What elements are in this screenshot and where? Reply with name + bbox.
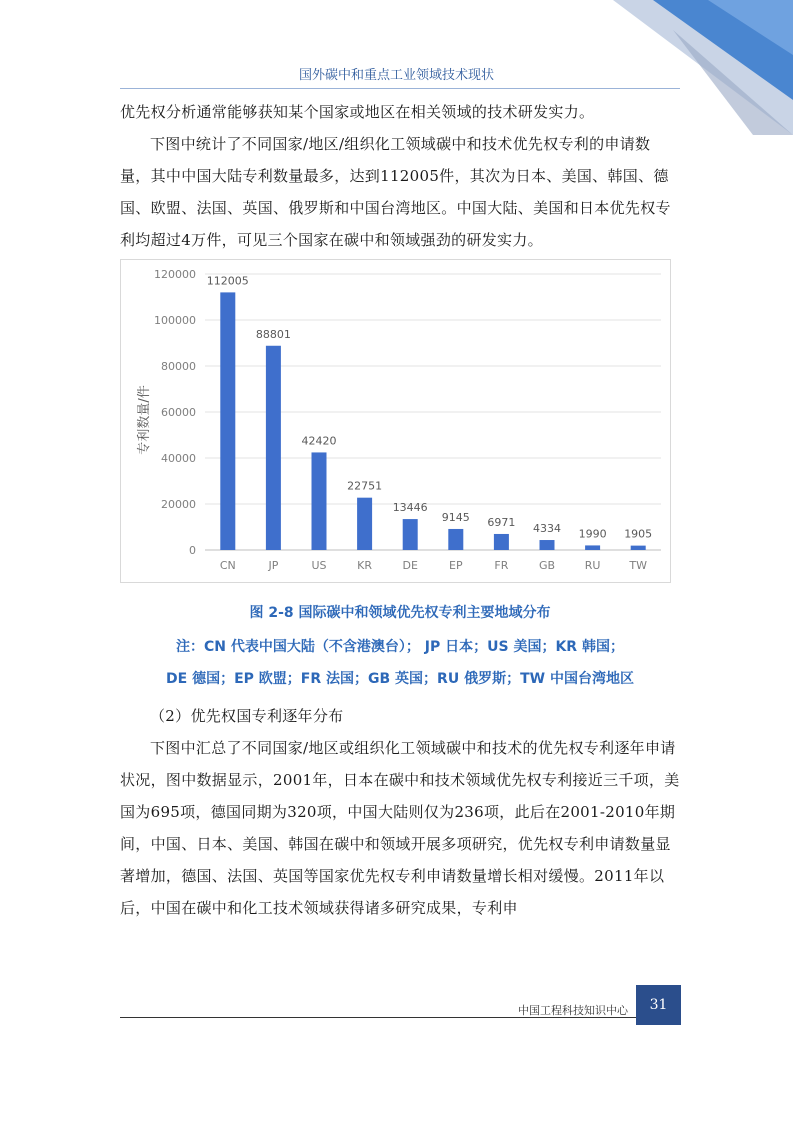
figure-note-line-2: DE 德国；EP 欧盟；FR 法国；GB 英国；RU 俄罗斯；TW 中国台湾地区 — [166, 671, 634, 687]
x-tick-label: DE — [402, 559, 418, 572]
data-label: 112005 — [206, 274, 249, 288]
y-axis-label: 专利数量/件 — [137, 385, 152, 455]
y-tick-label: 80000 — [161, 360, 196, 373]
y-tick-label: 100000 — [154, 314, 196, 327]
y-tick-label: 0 — [189, 544, 196, 557]
footer-divider — [120, 1017, 660, 1018]
section-heading: （2）优先权国专利逐年分布 — [150, 707, 344, 725]
x-tick-label: CN — [219, 559, 236, 572]
bar-de — [403, 519, 418, 550]
bar-gb — [540, 540, 555, 550]
x-tick-label: GB — [538, 559, 556, 572]
x-tick-label: JP — [268, 559, 279, 572]
paragraph-2: 下图中统计了不同国家/地区/组织化工领域碳中和技术优先权专利的申请数量，其中中国大陆专利数量最多，达到112005件，其次为日本、美国、韩国、德国、欧盟、法国、英国、俄罗斯和中国台湾地区。中国大陆、美国和日本优先权专利均超过4万件，可见三个国家在碳中和领域强劲的研发实力。 — [120, 135, 671, 249]
bar-chart — [120, 259, 671, 583]
data-label: 9145 — [441, 510, 470, 524]
header-divider — [120, 88, 680, 89]
bar-tw — [631, 546, 646, 550]
data-label: 13446 — [392, 501, 428, 515]
y-tick-label: 120000 — [154, 268, 196, 281]
bar-us — [312, 452, 327, 550]
paragraph-1: 优先权分析通常能够获知某个国家或地区在相关领域的技术研发实力。 — [120, 103, 595, 121]
bar-chart-svg — [121, 260, 670, 582]
running-header: 国外碳中和重点工业领域技术现状 — [298, 68, 494, 83]
footer-organization: 中国工程科技知识中心 — [518, 1004, 628, 1017]
bar-fr — [494, 534, 509, 550]
data-label: 1990 — [578, 527, 607, 541]
x-tick-label: FR — [494, 559, 509, 572]
bar-jp — [266, 346, 281, 550]
x-tick-label: TW — [629, 559, 648, 572]
data-label: 22751 — [347, 479, 383, 493]
data-label: 1905 — [624, 527, 653, 541]
x-tick-label: US — [311, 559, 327, 572]
bar-cn — [220, 292, 235, 550]
data-label: 42420 — [301, 434, 337, 448]
data-label: 6971 — [487, 515, 516, 529]
data-label: 88801 — [255, 327, 291, 341]
figure-caption: 图 2-8 国际碳中和领域优先权专利主要地域分布 — [249, 605, 551, 621]
y-tick-label: 20000 — [161, 498, 196, 511]
data-label: 4334 — [533, 522, 561, 536]
page-number: 31 — [636, 985, 681, 1025]
bar-ru — [585, 545, 600, 550]
y-tick-label: 60000 — [161, 406, 196, 419]
paragraph-3: 下图中汇总了不同国家/地区或组织化工领域碳中和技术的优先权专利逐年申请状况，图中数据显示，2001年，日本在碳中和技术领域优先权专利接近三千项，美国为695项，德国同期为320项，中国大陆则仅为236项，此后在2001-2010年期间，中国、日本、美国、韩国在碳中和领域开展多项研究，优先权专利申请数量显著增加，德国、法国、英国等国家优先权专利申请数量增长相对缓慢。2011年以后，中国在碳中和化工技术领域获得诸多研究成果，专利申 — [120, 739, 680, 917]
bar-kr — [357, 498, 372, 550]
x-tick-label: RU — [584, 559, 601, 572]
bar-ep — [448, 529, 463, 550]
x-tick-label: KR — [357, 559, 373, 572]
figure-note-line-1: 注：CN 代表中国大陆（不含港澳台）； JP 日本；US 美国；KR 韩国； — [176, 639, 624, 655]
y-tick-label: 40000 — [161, 452, 196, 465]
x-tick-label: EP — [449, 559, 463, 572]
